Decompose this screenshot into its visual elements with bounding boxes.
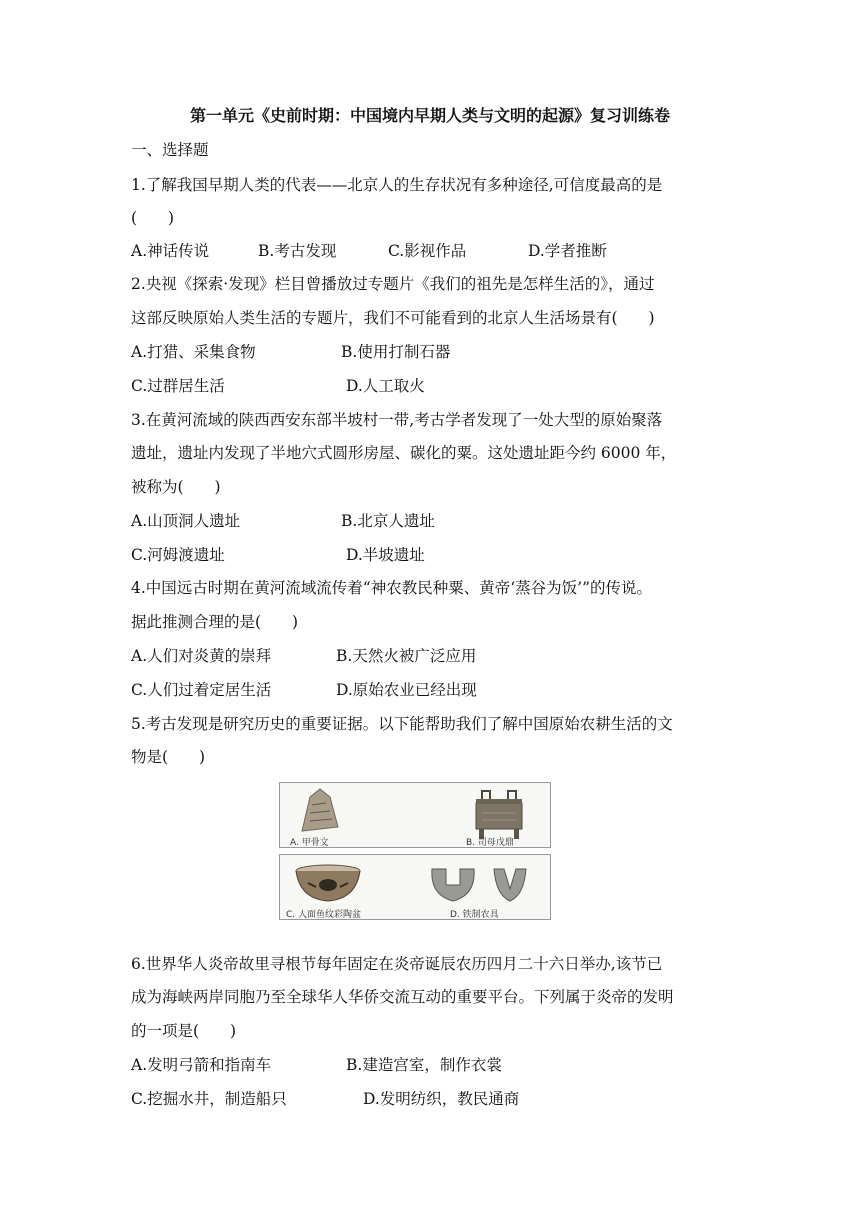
- q2-line-1: 2.央视《探索·发现》栏目曾播放过专题片《我们的祖先是怎样生活的》，通过: [131, 275, 655, 293]
- q4-option-c: C.人们过着定居生活: [131, 681, 272, 699]
- q2-option-a: A.打猎、采集食物: [131, 343, 256, 361]
- figure-panel-bottom: [279, 854, 551, 920]
- artifacts-figure: [279, 782, 551, 920]
- q2-line-2: 这部反映原始人类生活的专题片，我们不可能看到的北京人生活场景有( ): [131, 309, 655, 327]
- caption-c: C. 人面鱼纹彩陶盆: [286, 910, 362, 920]
- caption-d: D. 铁制农具: [450, 910, 499, 920]
- q6-line-3: 的一项是( ): [131, 1022, 237, 1040]
- q4-line-2: 据此推测合理的是( ): [131, 613, 299, 631]
- q1-option-c: C.影视作品: [388, 242, 467, 260]
- page-title: 第一单元《史前时期：中国境内早期人类与文明的起源》复习训练卷: [189, 106, 670, 125]
- q1-option-a: A.神话传说: [131, 242, 210, 260]
- q4-line-1: 4.中国远古时期在黄河流域流传着“神农教民种粟、黄帝‘蒸谷为饭’”的传说。: [131, 579, 652, 597]
- figure-panel-top: [279, 782, 551, 848]
- q3-line-1: 3.在黄河流域的陕西西安东部半坡村一带,考古学者发现了一处大型的原始聚落: [131, 411, 663, 429]
- q1-line-2: ( ): [131, 209, 175, 227]
- q5-line-1: 5.考古发现是研究历史的重要证据。以下能帮助我们了解中国原始农耕生活的文: [131, 715, 673, 733]
- q2-option-b: B.使用打制石器: [341, 343, 451, 361]
- caption-b: B. 司母戊鼎: [466, 838, 514, 848]
- q3-option-d: D.半坡遗址: [346, 546, 425, 564]
- q6-option-d: D.发明纺织，教民通商: [363, 1090, 520, 1108]
- section-heading: 一、选择题: [131, 141, 209, 159]
- q1-line-1: 1.了解我国早期人类的代表——北京人的生存状况有多种途径,可信度最高的是: [131, 176, 663, 194]
- q5-line-2: 物是( ): [131, 748, 206, 766]
- q1-option-b: B.考古发现: [258, 242, 337, 260]
- q4-option-b: B.天然火被广泛应用: [336, 647, 477, 665]
- q3-option-a: A.山顶洞人遗址: [131, 512, 241, 530]
- caption-a: A. 甲骨文: [290, 838, 329, 848]
- q6-line-1: 6.世界华人炎帝故里寻根节每年固定在炎帝诞辰农历四月二十六日举办,该节已: [131, 955, 663, 973]
- q3-line-3: 被称为( ): [131, 478, 221, 496]
- q3-option-c: C.河姆渡遗址: [131, 546, 225, 564]
- q3-option-b: B.北京人遗址: [341, 512, 435, 530]
- q6-option-c: C.挖掘水井，制造船只: [131, 1090, 287, 1108]
- q2-option-d: D.人工取火: [346, 377, 425, 395]
- q6-line-2: 成为海峡两岸同胞乃至全球华人华侨交流互动的重要平台。下列属于炎帝的发明: [131, 988, 674, 1006]
- q4-option-a: A.人们对炎黄的崇拜: [131, 647, 272, 665]
- q3-line-2: 遗址，遗址内发现了半地穴式圆形房屋、碳化的粟。这处遗址距今约 6000 年，: [131, 444, 677, 462]
- q1-option-d: D.学者推断: [528, 242, 607, 260]
- q6-option-b: B.建造宫室，制作衣裳: [346, 1056, 502, 1074]
- q6-option-a: A.发明弓箭和指南车: [131, 1056, 272, 1074]
- q2-option-c: C.过群居生活: [131, 377, 225, 395]
- q4-option-d: D.原始农业已经出现: [336, 681, 477, 699]
